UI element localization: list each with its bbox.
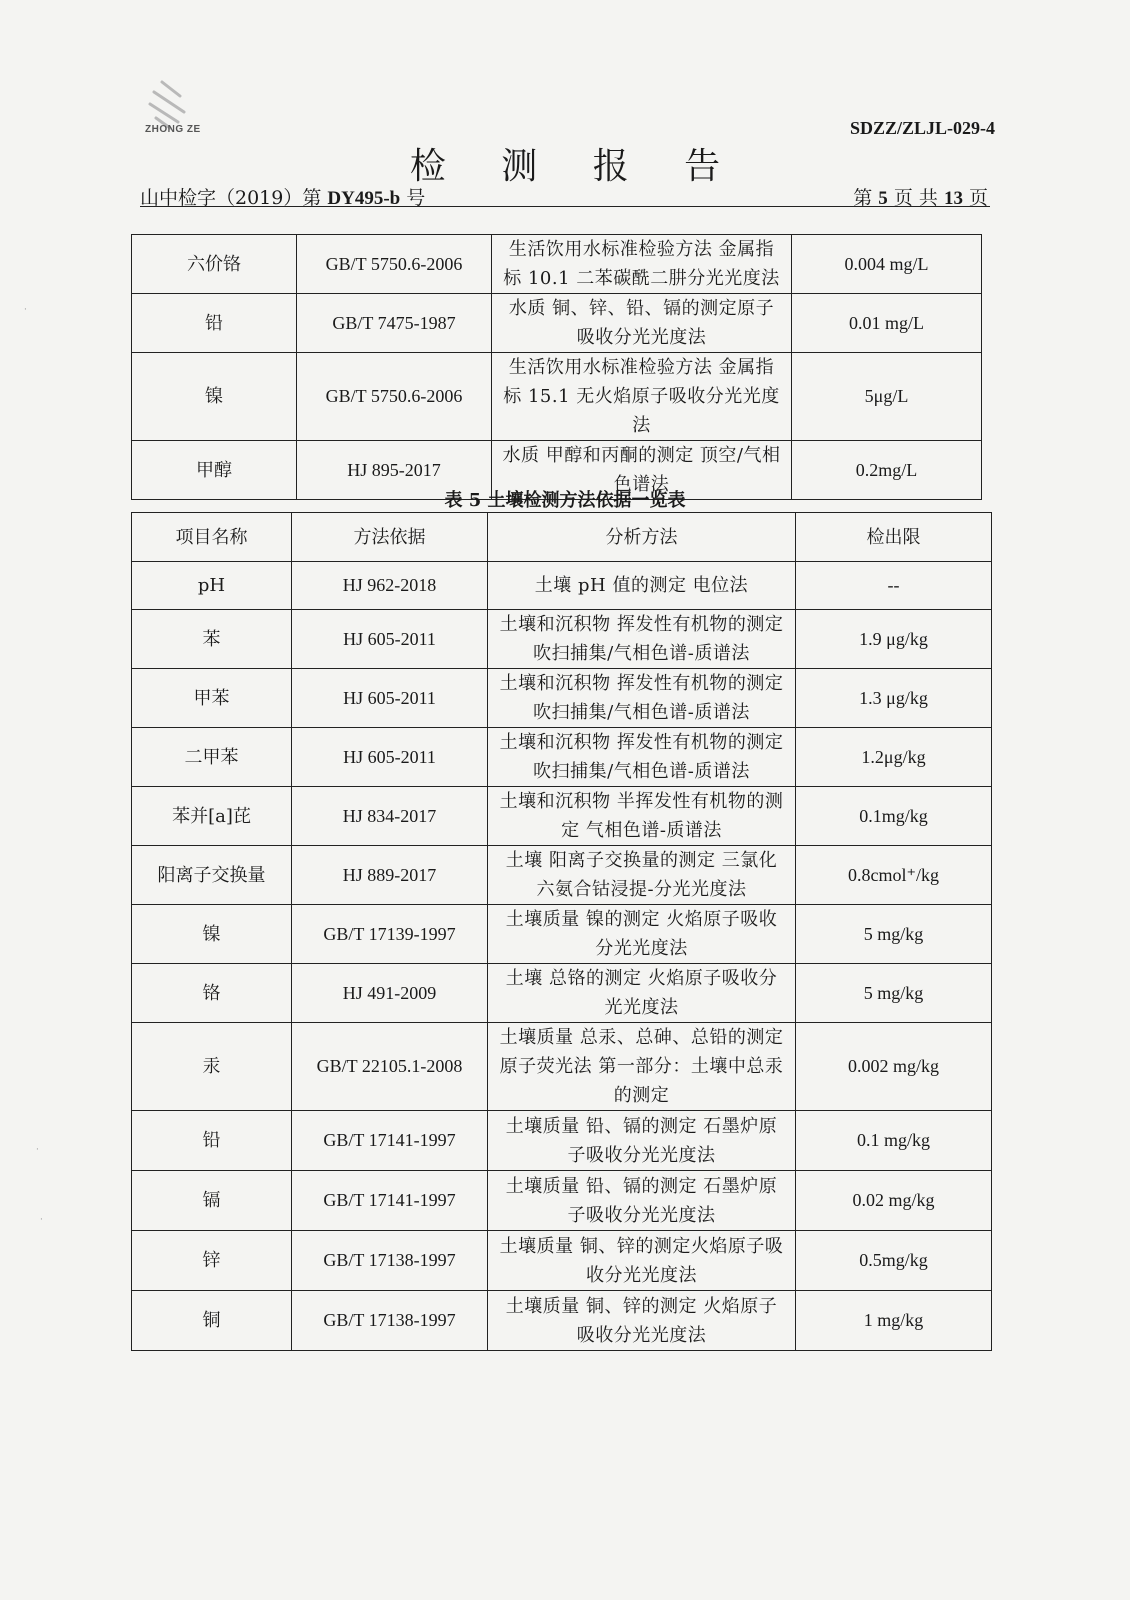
item-cell: 苯并[a]芘 <box>132 787 292 846</box>
table-row <box>132 1023 992 1111</box>
table-row <box>132 787 992 846</box>
standard-cell: GB/T 5750.6-2006 <box>297 235 492 294</box>
page-suffix: 页 <box>968 187 988 209</box>
standard-cell: GB/T 17141-1997 <box>292 1111 488 1171</box>
soil-table-caption: 表 5 土壤检测方法依据一览表 <box>444 490 686 511</box>
item-cell: 二甲苯 <box>132 728 292 787</box>
limit-cell: 0.8cmol⁺/kg <box>796 846 992 905</box>
page-total: 13 <box>943 188 963 209</box>
item-cell: pH <box>132 562 292 610</box>
table-row <box>132 610 992 669</box>
item-cell: 铅 <box>132 1111 292 1171</box>
table-row <box>132 905 992 964</box>
report-number-prefix: 山中检字（2019）第 <box>140 187 322 209</box>
limit-cell: 1.9 μg/kg <box>796 610 992 669</box>
table-row <box>132 964 992 1023</box>
report-number-suffix: 号 <box>406 187 426 209</box>
table-row <box>132 562 992 610</box>
limit-cell: 0.01 mg/L <box>792 294 982 353</box>
limit-cell: 0.004 mg/L <box>792 235 982 294</box>
standard-cell: GB/T 22105.1-2008 <box>292 1023 488 1111</box>
method-cell: 土壤 阳离子交换量的测定 三氯化六氨合钴浸提-分光光度法 <box>488 846 796 905</box>
table-row <box>132 669 992 728</box>
table-row <box>132 1291 992 1351</box>
method-cell: 土壤质量 铜、锌的测定 火焰原子吸收分光光度法 <box>488 1291 796 1351</box>
limit-cell: 5 mg/kg <box>796 905 992 964</box>
method-cell: 水质 甲醇和丙酮的测定 顶空/气相色谱法 <box>492 441 792 500</box>
method-cell: 土壤质量 镍的测定 火焰原子吸收分光光度法 <box>488 905 796 964</box>
standard-cell: HJ 605-2011 <box>292 610 488 669</box>
item-cell: 六价铬 <box>132 235 297 294</box>
standard-cell: HJ 889-2017 <box>292 846 488 905</box>
standard-cell: GB/T 5750.6-2006 <box>297 353 492 441</box>
item-cell: 苯 <box>132 610 292 669</box>
item-cell: 甲醇 <box>132 441 297 500</box>
soil-method-table <box>131 512 992 1351</box>
standard-cell: HJ 895-2017 <box>297 441 492 500</box>
limit-cell: 0.1 mg/kg <box>796 1111 992 1171</box>
method-cell: 土壤和沉积物 挥发性有机物的测定 吹扫捕集/气相色谱-质谱法 <box>488 610 796 669</box>
item-cell: 锌 <box>132 1231 292 1291</box>
method-cell: 土壤和沉积物 挥发性有机物的测定 吹扫捕集/气相色谱-质谱法 <box>488 728 796 787</box>
item-cell: 汞 <box>132 1023 292 1111</box>
method-cell: 土壤 pH 值的测定 电位法 <box>488 562 796 610</box>
item-cell: 铜 <box>132 1291 292 1351</box>
table-row <box>132 1171 992 1231</box>
method-cell: 土壤质量 总汞、总砷、总铅的测定原子荧光法 第一部分：土壤中总汞的测定 <box>488 1023 796 1111</box>
method-cell: 土壤和沉积物 挥发性有机物的测定 吹扫捕集/气相色谱-质谱法 <box>488 669 796 728</box>
method-cell: 土壤和沉积物 半挥发性有机物的测定 气相色谱-质谱法 <box>488 787 796 846</box>
standard-cell: GB/T 17138-1997 <box>292 1231 488 1291</box>
limit-cell: 0.1mg/kg <box>796 787 992 846</box>
item-cell: 阳离子交换量 <box>132 846 292 905</box>
method-cell: 土壤 总铬的测定 火焰原子吸收分光光度法 <box>488 964 796 1023</box>
method-cell: 生活饮用水标准检验方法 金属指标 15.1 无火焰原子吸收分光光度法 <box>492 353 792 441</box>
standard-cell: HJ 962-2018 <box>292 562 488 610</box>
item-cell: 镍 <box>132 905 292 964</box>
header-method: 分析方法 <box>488 513 796 562</box>
table-row <box>132 353 982 441</box>
logo-text: ZHONG ZE <box>145 124 201 135</box>
method-cell: 生活饮用水标准检验方法 金属指标 10.1 二苯碳酰二肼分光光度法 <box>492 235 792 294</box>
water-method-table <box>131 234 982 500</box>
standard-cell: HJ 605-2011 <box>292 728 488 787</box>
limit-cell: 5μg/L <box>792 353 982 441</box>
table-row <box>132 728 992 787</box>
header-standard: 方法依据 <box>292 513 488 562</box>
table-row <box>132 294 982 353</box>
report-number-id: DY495-b <box>327 188 401 209</box>
method-cell: 土壤质量 铅、镉的测定 石墨炉原子吸收分光光度法 <box>488 1111 796 1171</box>
standard-cell: HJ 834-2017 <box>292 787 488 846</box>
page-prefix: 第 <box>853 187 873 209</box>
header-limit: 检出限 <box>796 513 992 562</box>
scan-speck: · <box>40 1215 43 1225</box>
standard-cell: GB/T 17139-1997 <box>292 905 488 964</box>
item-cell: 铅 <box>132 294 297 353</box>
limit-cell: 1.3 μg/kg <box>796 669 992 728</box>
standard-cell: HJ 605-2011 <box>292 669 488 728</box>
limit-cell: 0.02 mg/kg <box>796 1171 992 1231</box>
page-mid: 页 共 <box>893 187 938 209</box>
report-title: 检 测 报 告 <box>409 146 743 187</box>
table-row <box>132 846 992 905</box>
method-cell: 土壤质量 铜、锌的测定火焰原子吸收分光光度法 <box>488 1231 796 1291</box>
table-header-row <box>132 513 992 562</box>
limit-cell: -- <box>796 562 992 610</box>
standard-cell: GB/T 7475-1987 <box>297 294 492 353</box>
method-cell: 水质 铜、锌、铅、镉的测定原子吸收分光光度法 <box>492 294 792 353</box>
limit-cell: 1.2μg/kg <box>796 728 992 787</box>
header-divider <box>140 206 990 207</box>
limit-cell: 1 mg/kg <box>796 1291 992 1351</box>
document-code: SDZZ/ZLJL-029-4 <box>849 118 995 138</box>
scan-speck: · <box>36 1145 39 1155</box>
table-row <box>132 235 982 294</box>
limit-cell: 0.5mg/kg <box>796 1231 992 1291</box>
header-item: 项目名称 <box>132 513 292 562</box>
table-row <box>132 1231 992 1291</box>
limit-cell: 0.2mg/L <box>792 441 982 500</box>
limit-cell: 0.002 mg/kg <box>796 1023 992 1111</box>
item-cell: 镉 <box>132 1171 292 1231</box>
page-current: 5 <box>878 188 888 209</box>
standard-cell: GB/T 17138-1997 <box>292 1291 488 1351</box>
method-cell: 土壤质量 铅、镉的测定 石墨炉原子吸收分光光度法 <box>488 1171 796 1231</box>
standard-cell: GB/T 17141-1997 <box>292 1171 488 1231</box>
limit-cell: 5 mg/kg <box>796 964 992 1023</box>
item-cell: 甲苯 <box>132 669 292 728</box>
scan-speck: · <box>24 305 27 315</box>
table-row <box>132 1111 992 1171</box>
item-cell: 镍 <box>132 353 297 441</box>
item-cell: 铬 <box>132 964 292 1023</box>
standard-cell: HJ 491-2009 <box>292 964 488 1023</box>
